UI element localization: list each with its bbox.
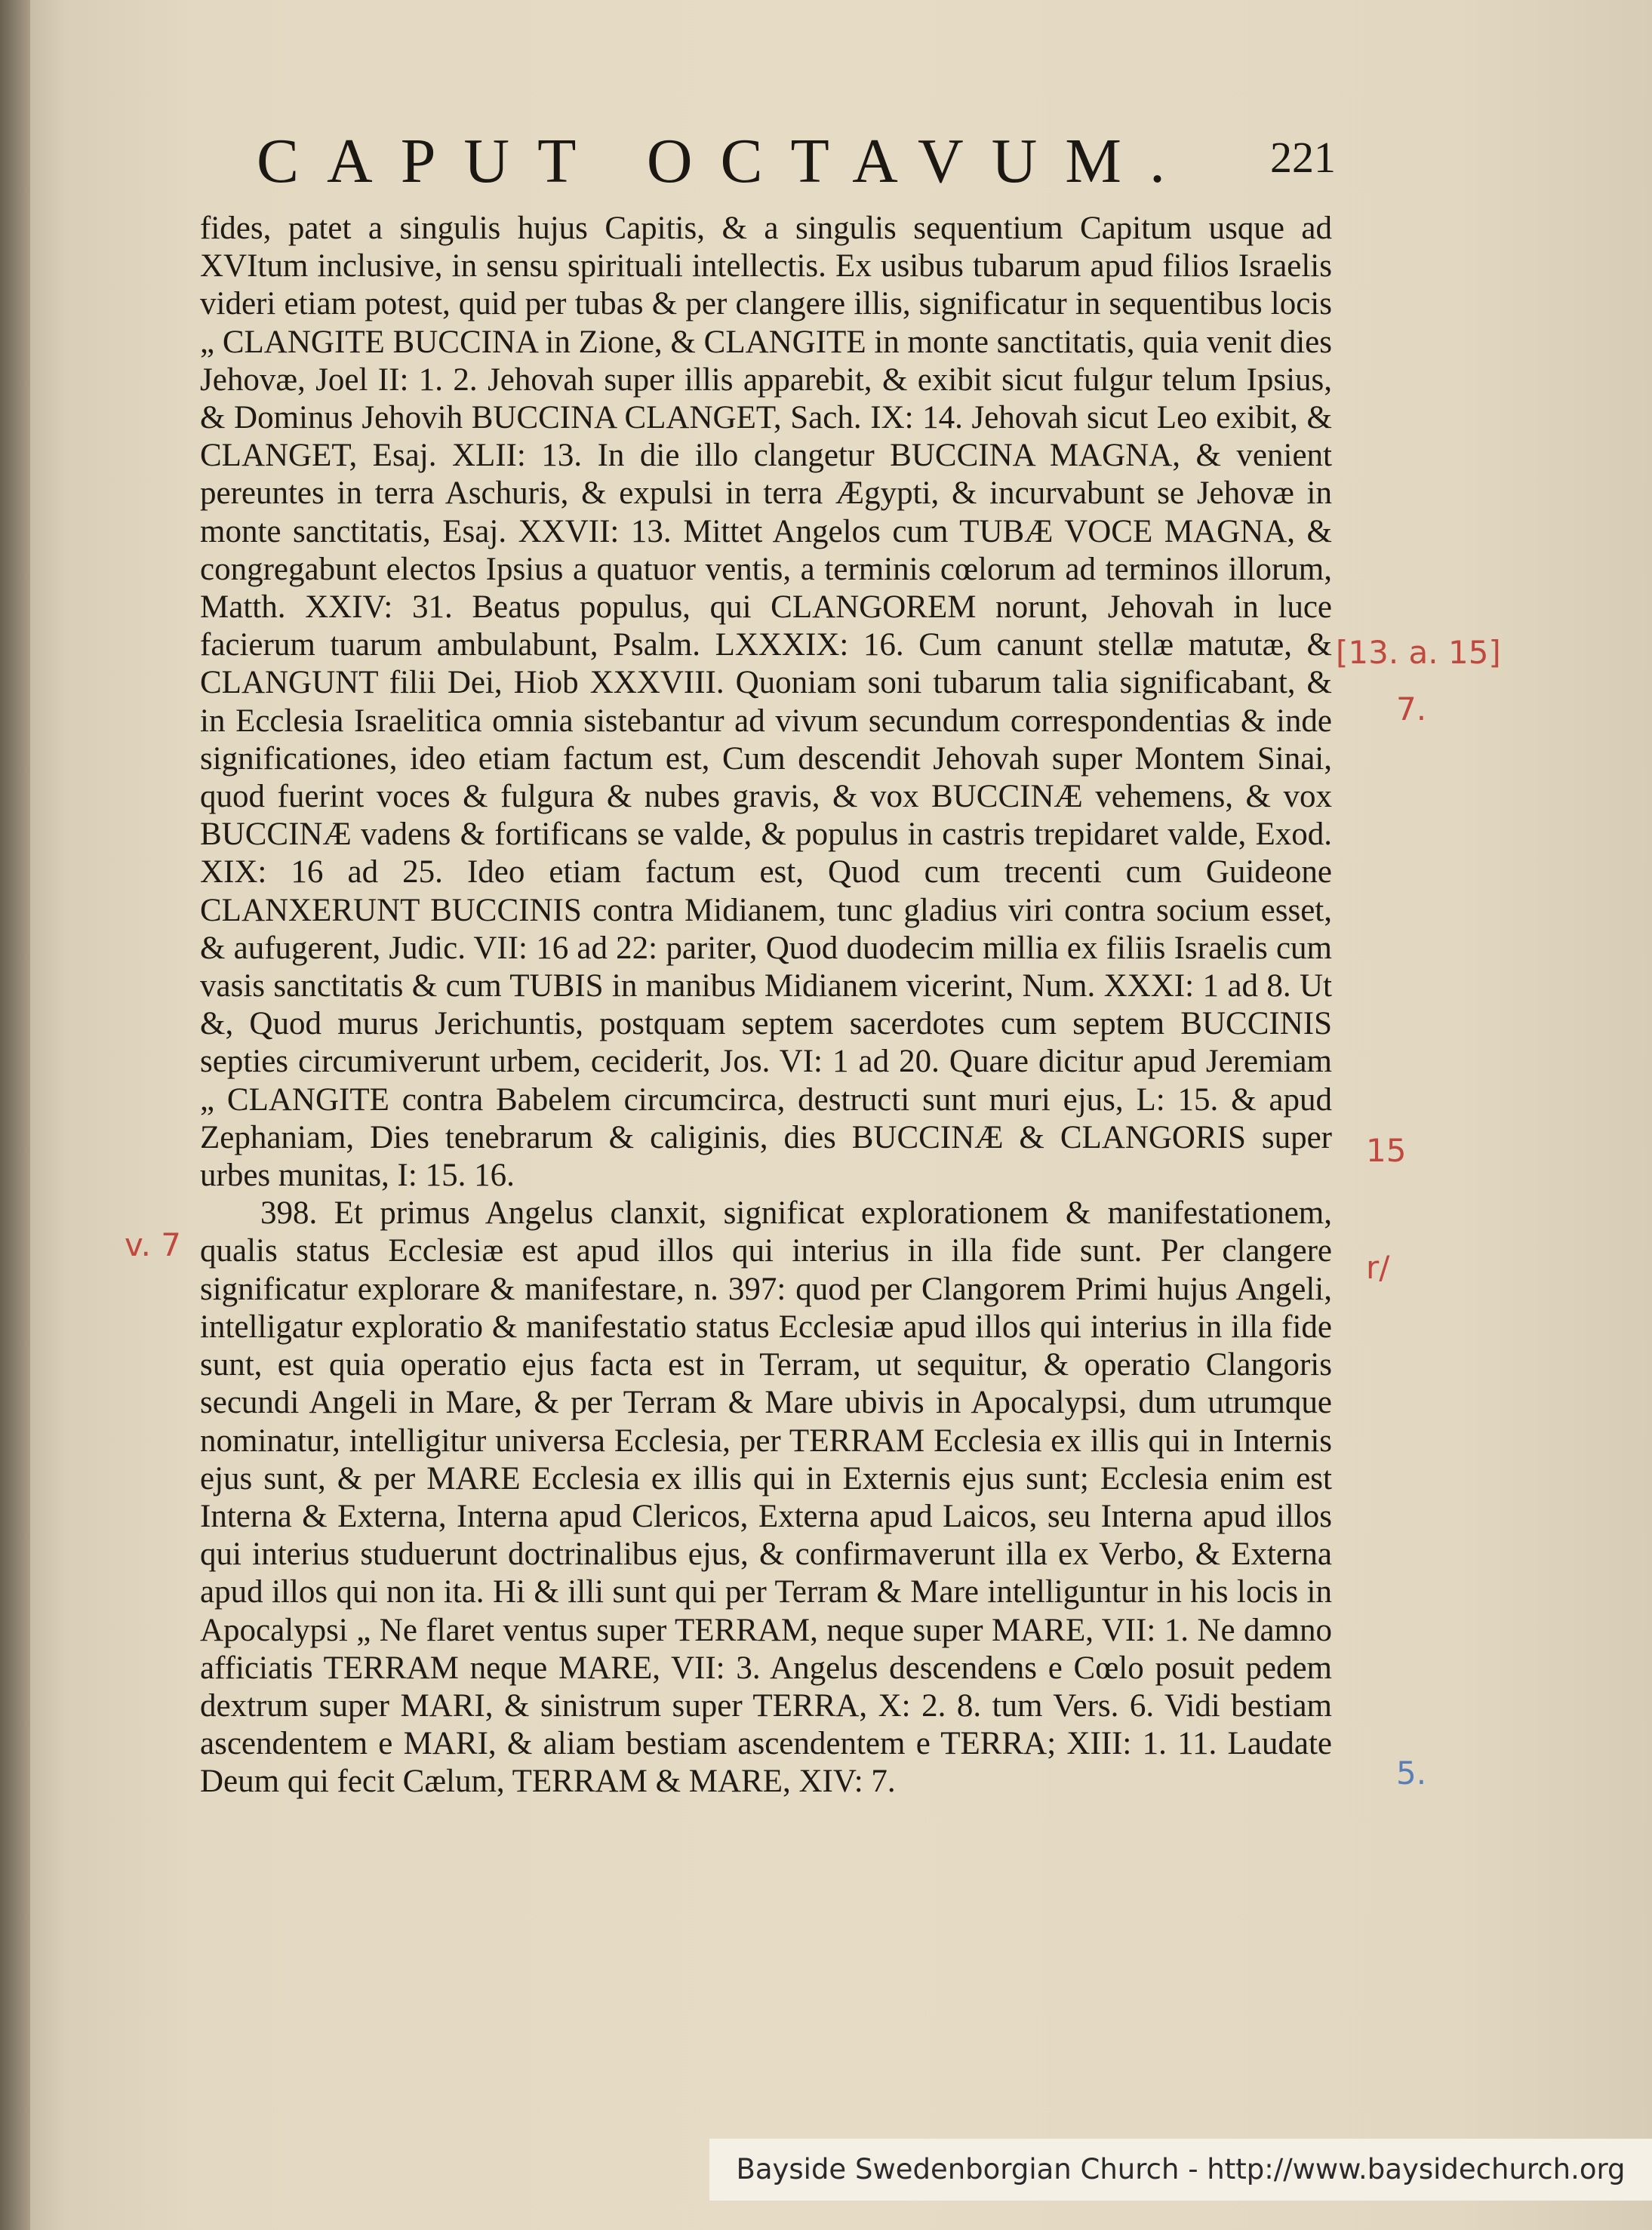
running-title: CAPUT OCTAVUM. [257, 126, 1193, 196]
margin-note-5: 5. [1396, 1755, 1427, 1792]
margin-note-v7: v. 7 [125, 1226, 182, 1263]
margin-note-r: r/ [1366, 1249, 1390, 1286]
page-number: 221 [1270, 133, 1336, 182]
body-text [200, 210, 1332, 1801]
margin-note-15: 15 [1366, 1132, 1407, 1169]
page-header [257, 125, 1336, 196]
paragraph-1: fides, patet a singulis hujus Capitis, & a singulis sequentium Capitum usque ad XVItum inclusive, in sensu spirituali intellectis. Ex usibus tubarum apud filios Israelis videri etiam potest, quid per tubas & per clangere illis, significatur in sequentibus locis „ CLANGITE BUCCINA in Zione, & CLANGITE in monte sanctitatis, quia venit dies Jehovæ, Joel II: 1. 2. Jehovah super illis apparebit, & exibit sicut fulgur telum Ipsius, & Dominus Jehovih BUCCINA CLANGET, Sach. IX: 14. Jehovah sicut Leo exibit, & CLANGET, Esaj. XLII: 13. In die illo clangetur BUCCINA MAGNA, & venient pereuntes in terra Aschuris, & expulsi in terra Ægypti, & incurvabunt se Jehovæ in monte sanctitatis, Esaj. XXVII: 13. Mittet Angelos cum TUBÆ VOCE MAGNA, & congregabunt electos Ipsius a quatuor ventis, a terminis cœlorum ad terminos illorum, Matth. XXIV: 31. Beatus populus, qui CLANGOREM norunt, Jehovah in luce facierum tuarum ambulabunt, Psalm. LXXXIX: 16. Cum canunt stellæ matutæ, & CLANGUNT filii Dei, Hiob XXXVIII. Quoniam soni tubarum talia significabant, & in Ecclesia Israelitica omnia sistebantur ad vivum secundum correspondentias & inde significationes, ideo etiam factum est, Cum descendit Jehovah super Montem Sinai, quod fuerint voces & fulgura & nubes gravis, & vox BUCCINÆ vehemens, & vox BUCCINÆ vadens & fortificans se valde, & populus in castris trepidaret valde, Exod. XIX: 16 ad 25. Ideo etiam factum est, Quod cum trecenti cum Guideone CLANXERUNT BUCCINIS contra Midianem, tunc gladius viri contra socium esset, & aufugerent, Judic. VII: 16 ad 22: pariter, Quod duodecim millia ex filiis Israelis cum vasis sanctitatis & cum TUBIS in manibus Midianem vicerint, Num. XXXI: 1 ad 8. Ut &, Quod murus Jerichuntis, postquam septem sacerdotes cum septem BUCCINIS septies circumiverunt urbem, ceciderit, Jos. VI: 1 ad 20. Quare dicitur apud Jeremiam „ CLANGITE contra Babelem circumcirca, destructi sunt muri ejus, L: 15. & apud Zephaniam, Dies tenebrarum & caliginis, dies BUCCINÆ & CLANGORIS super urbes munitas, I: 15. 16. [200, 211, 1333, 1194]
footer-credit: Bayside Swedenborgian Church - http://www.baysidechurch.org [709, 2139, 1652, 2201]
paragraph-2: 398. Et primus Angelus clanxit, significat explorationem & manifestationem, qualis status Ecclesiæ est apud illos qui interius in illa fide sunt. Per clangere significatur explorare & manifestare, n. 397: quod per Clangorem Primi hujus Angeli, intelligatur exploratio & manifestatio status Ecclesiæ apud illos qui interius in illa fide sunt, est quia operatio ejus facta est in Terram, ut sequitur, & operatio Clangoris secundi Angeli in Mare, & per Terram & Mare ubivis in Apocalypsi, dum utrumque nominatur, intelligitur universa Ecclesia, per TERRAM Ecclesia ex illis qui in Internis ejus sunt, & per MARE Ecclesia ex illis qui in Externis ejus sunt; Ecclesia enim est Interna & Externa, Interna apud Clericos, Externa apud Laicos, seu Interna apud illos qui interius studuerunt doctrinalibus ejus, & confirmaverunt illa ex Verbo, & Externa apud illos qui non ita. Hi & illi sunt qui per Terram & Mare intelliguntur in his locis in Apocalypsi „ Ne flaret ventus super TERRAM, neque super MARE, VII: 1. Ne damno afficiatis TERRAM neque MARE, VII: 3. Angelus descendens e Cœlo posuit pedem dextrum super MARI, & sinistrum super TERRA, X: 2. 8. tum Vers. 6. Vidi bestiam ascendentem e MARI, & aliam bestiam ascendentem e TERRA; XIII: 1. 11. Laudate Deum qui fecit Cælum, TERRAM & MARE, XIV: 7. [200, 1195, 1332, 1800]
margin-note-reference: [13. a. 15] [1336, 634, 1501, 671]
margin-note-verse-7: 7. [1396, 691, 1427, 727]
